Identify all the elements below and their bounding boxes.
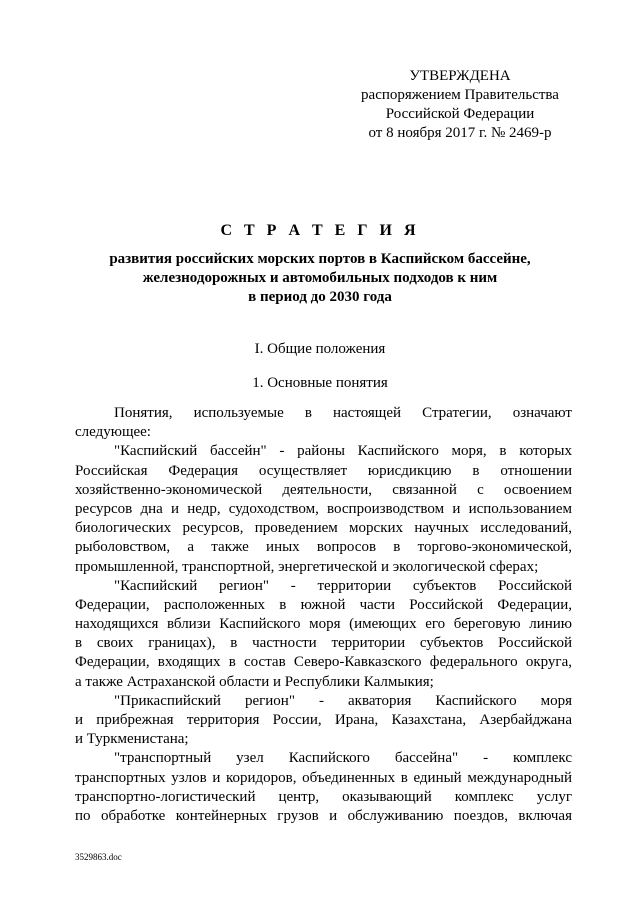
body-line: находящихся вблизи Каспийского моря (имеющих его береговую линию bbox=[75, 616, 572, 633]
body-line: Федерации, входящих в состав Северо-Кавказского федерального округа, bbox=[75, 654, 572, 671]
approval-line: Российской Федерации bbox=[385, 106, 535, 122]
body-line: промышленной, транспортной, энергетической и экологической сферах; bbox=[75, 558, 539, 575]
body-line: "Каспийский бассейн" - районы Каспийского моря, в которых bbox=[114, 443, 572, 460]
approval-line: УТВЕРЖДЕНА bbox=[409, 68, 511, 84]
document-title: С Т Р А Т Е Г И Я bbox=[220, 222, 420, 239]
approval-line: распоряжением Правительства bbox=[361, 87, 559, 103]
body-line: "транспортный узел Каспийского бассейна" - комплекс bbox=[114, 750, 572, 767]
subtitle-line: развития российских морских портов в Каспийском бассейне, bbox=[109, 251, 531, 267]
body-line: а также Астраханской области и Республики Калмыкия; bbox=[75, 673, 434, 690]
body-line: по обработке контейнерных грузов и обслуживанию поездов, включая bbox=[75, 807, 572, 824]
body-line: Понятия, используемые в настоящей Стратегии, означают bbox=[114, 405, 572, 421]
approval-block bbox=[340, 67, 580, 143]
body-line: в своих границах), в частности территории субъектов Российской bbox=[75, 635, 572, 652]
body-line: и прибрежная территория России, Ирана, Казахстана, Азербайджана bbox=[75, 712, 572, 728]
footer-file-code: 3529863.doc bbox=[75, 852, 122, 862]
body-line: ресурсов дна и недр, судоходством, воспроизводством и использованием bbox=[75, 500, 572, 517]
document-subtitle bbox=[60, 250, 580, 307]
section-heading: I. Общие положения bbox=[254, 341, 386, 357]
body-line: Федерации, расположенных в южной части Российской Федерации, bbox=[75, 596, 572, 613]
body-line: "Прикаспийский регион" - акватория Каспийского моря bbox=[114, 692, 572, 709]
subtitle-line: железнодорожных и автомобильных подходов к ним bbox=[142, 270, 498, 286]
body-line: и Туркменистана; bbox=[75, 731, 189, 748]
body-line: транспортно-логистический центр, оказывающий комплекс услуг bbox=[75, 788, 572, 805]
subtitle-line: в период до 2030 года bbox=[248, 289, 392, 305]
body-line: биологических ресурсов, проведением морских научных исследований, bbox=[75, 520, 572, 537]
body-line: Российская Федерация осуществляет юрисдикцию в отношении bbox=[75, 462, 572, 479]
approval-line: от 8 ноября 2017 г. № 2469-р bbox=[368, 125, 552, 141]
body-line: хозяйственно-экономической деятельности, связанной с освоением bbox=[75, 481, 572, 498]
body-line: рыболовством, а также иных вопросов в торгово-экономической, bbox=[75, 539, 572, 556]
body-line: следующее: bbox=[75, 424, 151, 441]
body-text bbox=[75, 404, 572, 826]
body-line: транспортных узлов и коридоров, объединенных в единый международный bbox=[75, 769, 572, 786]
body-line: "Каспийский регион" - территории субъектов Российской bbox=[114, 577, 572, 594]
subsection-heading: 1. Основные понятия bbox=[252, 375, 388, 391]
